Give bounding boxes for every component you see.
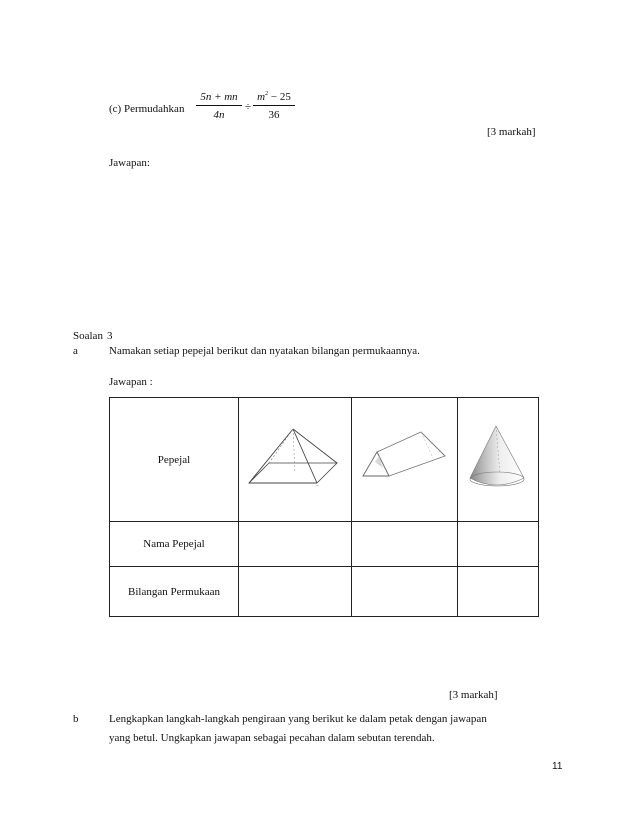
cell-pyramid	[239, 398, 352, 522]
fraction-2	[253, 91, 295, 121]
q3-part-b-line2: yang betul. Ungkapkan jawapan sebagai pecahan dalam sebutan terendah.	[109, 732, 435, 744]
q3-marks: [3 markah]	[449, 689, 498, 701]
fraction-1-denominator: 4n	[213, 109, 225, 121]
q3-heading: Soalan 3	[73, 330, 113, 342]
q3-part-b-line1: Lengkapkan langkah-langkah pengiraan yang berikut ke dalam petak dengan jawapan	[109, 713, 487, 725]
q3-part-a-text: Namakan setiap pepejal berikut dan nyatakan bilangan permukaannya.	[109, 345, 420, 357]
cell-prism	[352, 398, 458, 522]
answer-cell-name-1[interactable]	[239, 522, 352, 567]
q2c-answer-label: Jawapan:	[109, 157, 150, 169]
solids-table	[109, 397, 539, 617]
pyramid-icon	[245, 423, 345, 493]
fraction-1-numerator: 5n + mn	[200, 91, 238, 103]
row-header-nama-pepejal: Nama Pepejal	[110, 522, 239, 567]
q3-answer-label: Jawapan :	[109, 376, 153, 388]
divide-sign: ÷	[245, 101, 252, 113]
page-number: 11	[552, 761, 563, 772]
cone-icon	[466, 422, 530, 494]
q2c-marks: [3 markah]	[487, 126, 536, 138]
fraction-2-denominator: 36	[268, 109, 280, 121]
answer-cell-faces-2[interactable]	[352, 567, 458, 617]
q3-part-b-letter: b	[73, 713, 79, 725]
row-header-pepejal: Pepejal	[110, 398, 239, 522]
row-header-bilangan-permukaan: Bilangan Permukaan	[110, 567, 239, 617]
answer-cell-faces-3[interactable]	[458, 567, 539, 617]
answer-cell-name-2[interactable]	[352, 522, 458, 567]
answer-cell-faces-1[interactable]	[239, 567, 352, 617]
answer-cell-name-3[interactable]	[458, 522, 539, 567]
fraction-2-numerator: $m^2 - 25$	[257, 91, 291, 103]
q3-part-a-letter: a	[73, 345, 78, 357]
triangular-prism-icon	[359, 430, 451, 486]
fraction-1	[196, 91, 242, 121]
cell-cone	[458, 398, 539, 522]
q2c-label: (c) Permudahkan	[109, 103, 185, 115]
